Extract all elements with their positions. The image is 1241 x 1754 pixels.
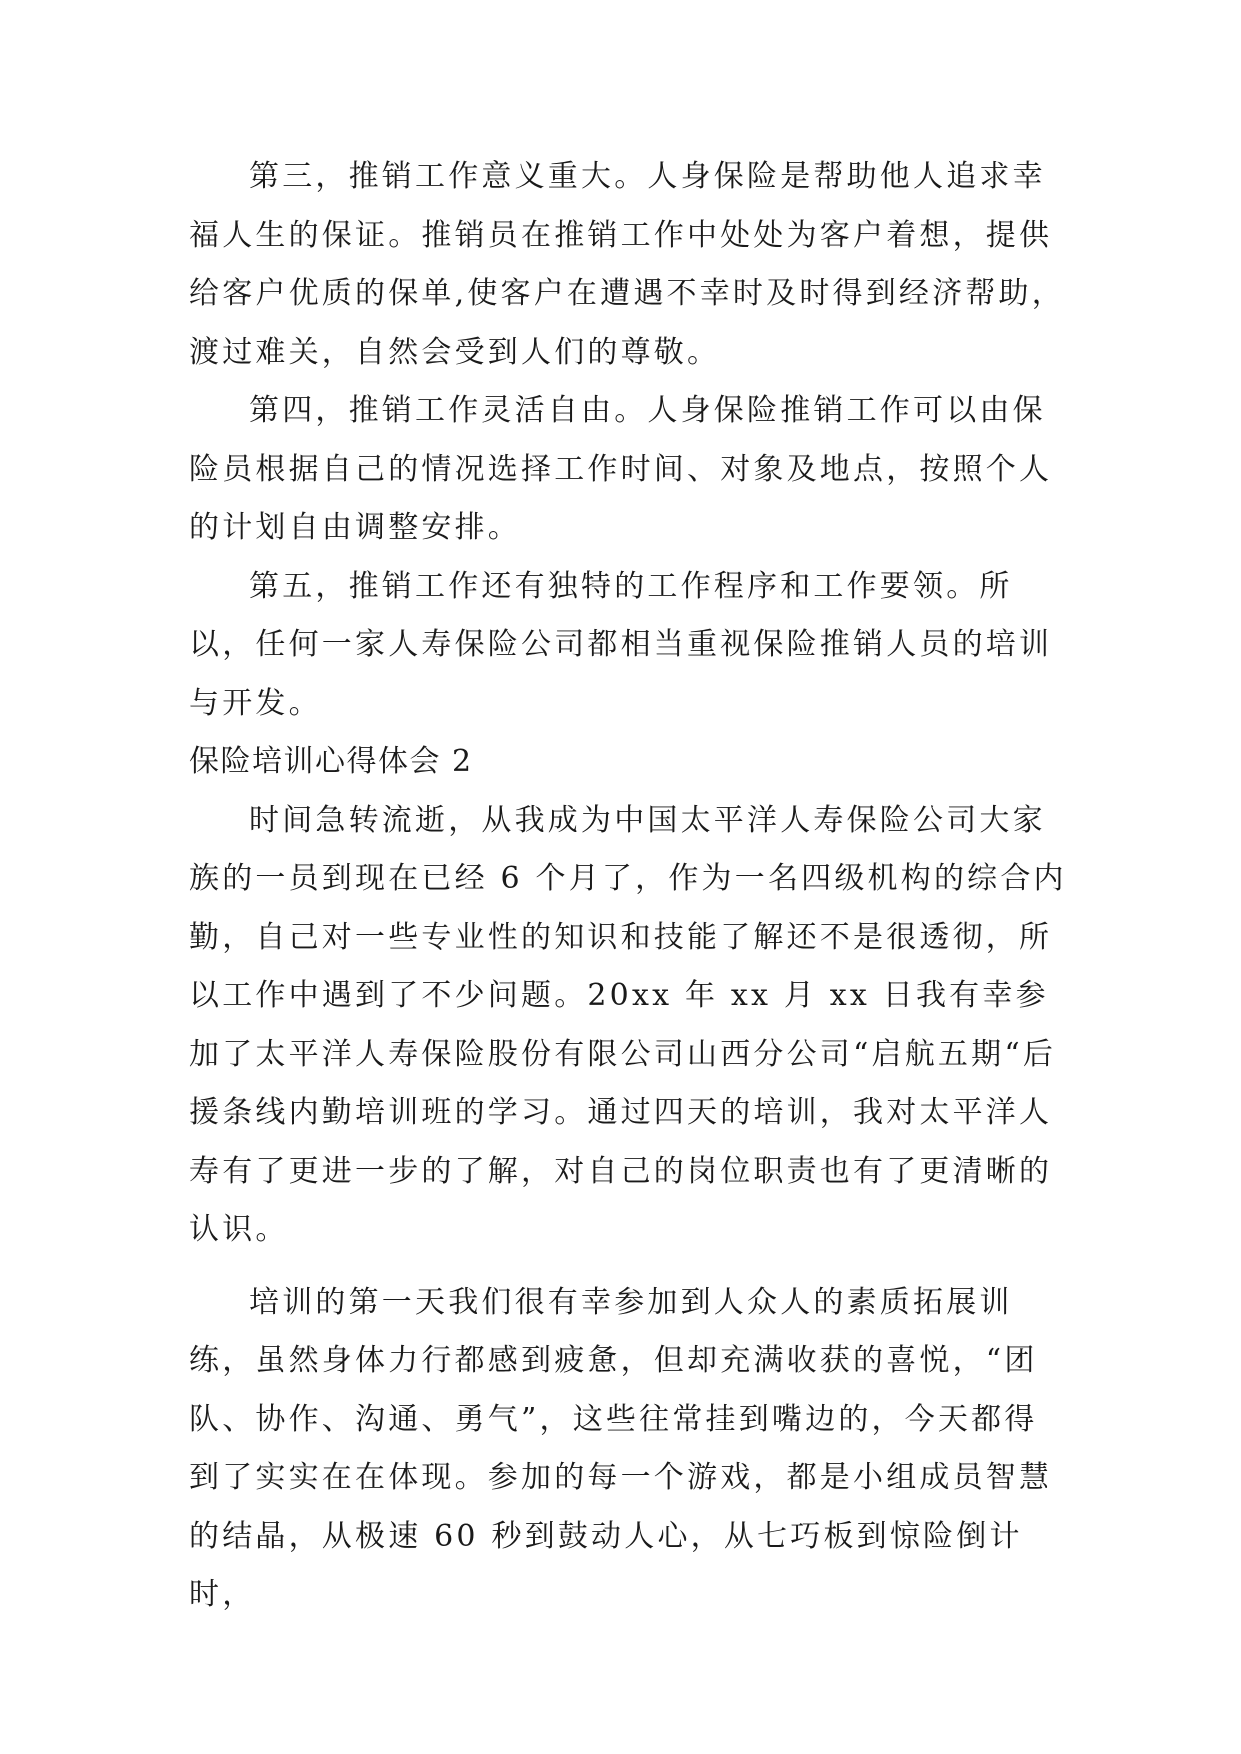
- paragraph-training-day-one: 培训的第一天我们很有幸参加到人众人的素质拓展训练，虽然身体力行都感到疲惫，但却充满收获的喜悦，“团队、协作、沟通、勇气”，这些往常挂到嘴边的，今天都得到了实实在在体现。参加的每一个游戏，都是小组成员智慧的结晶，从极速 60 秒到鼓动人心，从七巧板到惊险倒计时，: [189, 1284, 1053, 1612]
- paragraph-gap: [189, 1260, 1069, 1274]
- paragraph-third-point: 第三，推销工作意义重大。人身保险是帮助他人追求幸福人生的保证。推销员在推销工作中处处为客户着想，提供给客户优质的保单,使客户在遭遇不幸时及时得到经济帮助，渡过难关，自然会受到人们的尊敬。: [189, 159, 1065, 370]
- section-heading: 保险培训心得体会 2: [189, 744, 473, 779]
- paragraph-fifth-point: 第五，推销工作还有独特的工作程序和工作要领。所以，任何一家人寿保险公司都相当重视保险推销人员的培训与开发。: [189, 568, 1053, 721]
- paragraph-fourth-point: 第四，推销工作灵活自由。人身保险推销工作可以由保险员根据自己的情况选择工作时间、对象及地点，按照个人的计划自由调整安排。: [189, 393, 1053, 545]
- document-body: [189, 148, 1069, 1625]
- paragraph-training-intro: 时间急转流逝，从我成为中国太平洋人寿保险公司大家族的一员到现在已经 6 个月了，作为一名四级机构的综合内勤，自己对一些专业性的知识和技能了解还不是很透彻，所以工作中遇到了不少问题。20xx 年 xx 月 xx 日我有幸参加了太平洋人寿保险股份有限公司山西分公司“启航五期“后援条线内勤培训班的学习。通过四天的培训，我对太平洋人寿有了更进一步的了解，对自己的岗位职责也有了更清晰的认识。: [189, 802, 1067, 1247]
